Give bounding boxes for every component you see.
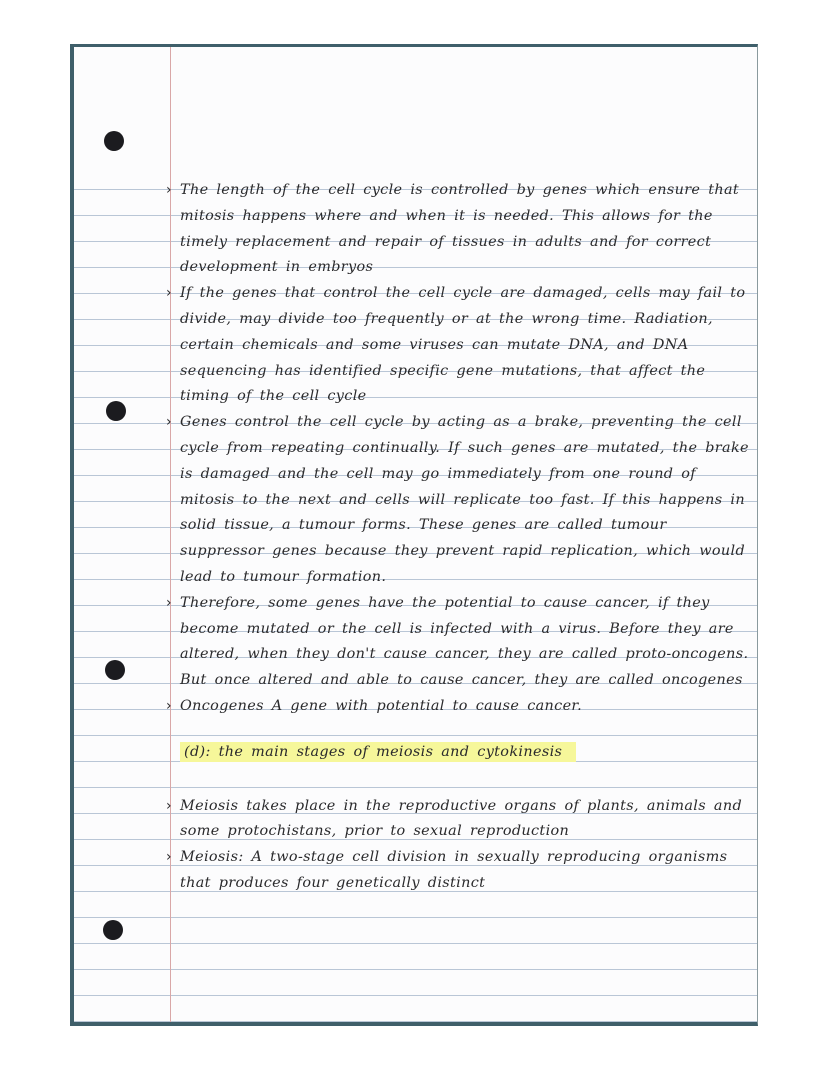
note-paragraph bbox=[166, 794, 751, 846]
note-paragraph bbox=[166, 281, 751, 410]
punch-hole-4 bbox=[103, 920, 123, 940]
notebook-page bbox=[70, 44, 758, 1026]
paragraph-text: Genes control the cell cycle by acting as a brake, preventing the cell cycle from repeating continually. If such genes are mutated, the brake is damaged and the cell may go immediately from one round of mitosis to the next and cells will replicate too fast. If this happens in solid tissue, a tumour forms. These genes are called tumour suppressor genes because they prevent rapid replication, which would lead to tumour formation. bbox=[180, 414, 749, 585]
bullet-chevron-icon: › bbox=[166, 797, 172, 814]
punch-hole-3 bbox=[105, 660, 125, 680]
bullet-chevron-icon: › bbox=[166, 849, 172, 866]
paragraph-text: Therefore, some genes have the potential to cause cancer, if they become mutated or the cell is infected with a virus. Before they are altered, when they don't cause cancer, they are called proto-oncogens. But once altered and able to cause cancer, they are called oncogenes bbox=[180, 594, 749, 689]
punch-hole-1 bbox=[104, 131, 124, 151]
bullet-chevron-icon: › bbox=[166, 182, 172, 198]
bullet-chevron-icon: › bbox=[166, 285, 172, 302]
paragraph-text: Meiosis takes place in the reproductive organs of plants, animals and some protochistans, prior to sexual reproduction bbox=[180, 797, 743, 840]
note-paragraph bbox=[166, 694, 751, 720]
note-paragraph bbox=[166, 591, 751, 694]
bullet-chevron-icon: › bbox=[166, 697, 172, 714]
bullet-chevron-icon: › bbox=[166, 594, 172, 611]
handwritten-notes bbox=[166, 178, 751, 897]
paragraph-text: Oncogenes A gene with potential to cause cancer. bbox=[180, 697, 583, 714]
highlighted-heading: (d): the main stages of meiosis and cytokinesis bbox=[180, 742, 576, 762]
paragraph-text: Meiosis: A two-stage cell division in sexually reproducing organisms that produces four genetically distinct bbox=[180, 849, 728, 891]
note-paragraph bbox=[166, 410, 751, 591]
section-heading bbox=[166, 740, 751, 766]
paragraph-text: The length of the cell cycle is controlled by genes which ensure that mitosis happens where and when it is needed. This allows for the timely replacement and repair of tissues in adults and for correct development in embryos bbox=[180, 182, 740, 276]
note-paragraph bbox=[166, 178, 751, 281]
note-paragraph bbox=[166, 845, 751, 897]
bullet-chevron-icon: › bbox=[166, 414, 172, 431]
punch-hole-2 bbox=[106, 401, 126, 421]
paragraph-text: If the genes that control the cell cycle are damaged, cells may fail to divide, may divide too frequently or at the wrong time. Radiation, certain chemicals and some viruses can mutate DNA, and DNA sequencing has identified specific gene mutations, that affect the timing of the cell cycle bbox=[180, 285, 746, 405]
